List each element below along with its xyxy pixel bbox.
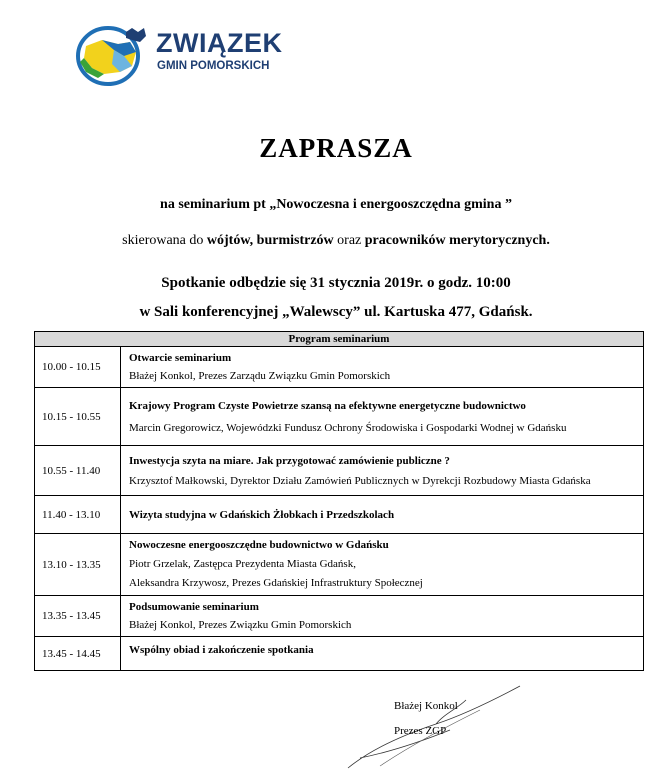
session-title: Inwestycja szyta na miare. Jak przygotować zamówienie publiczne ? [129, 454, 450, 467]
session-speaker: Błażej Konkol, Prezes Zarządu Związku Gmin Pomorskich [129, 370, 391, 382]
session-speaker: Błażej Konkol, Prezes Związku Gmin Pomorskich [129, 619, 352, 631]
program-table [34, 331, 644, 671]
session-description [121, 347, 644, 388]
table-row [35, 496, 644, 534]
audience-staff: pracowników merytorycznych. [364, 233, 550, 248]
table-row [35, 596, 644, 637]
table-row [35, 534, 644, 596]
audience-line [0, 233, 672, 249]
session-speaker: Aleksandra Krzywosz, Prezes Gdańskiej Infrastruktury Społecznej [129, 577, 423, 589]
session-title: Wizyta studyjna w Gdańskich Żłobkach i Przedszkolach [129, 508, 395, 521]
meeting-venue-line: w Sali konferencyjnej „Walewscy” ul. Kartuska 477, Gdańsk. [139, 304, 533, 320]
session-time: 10.00 - 10.15 [35, 347, 121, 388]
program-header: Program seminarium [35, 332, 644, 347]
table-row [35, 347, 644, 388]
session-description [121, 388, 644, 446]
session-description [121, 496, 644, 534]
audience-prefix: skierowana do [122, 233, 207, 248]
signatory-name: Błażej Konkol [394, 700, 458, 712]
session-title: Podsumowanie seminarium [129, 601, 259, 613]
program-header-row [35, 332, 644, 347]
table-row [35, 388, 644, 446]
session-speaker: Krzysztof Małkowski, Dyrektor Działu Zamówień Publicznych w Dyrekcji Rozbudowy Miasta Gdańska [129, 474, 591, 487]
session-time: 13.45 - 14.45 [35, 637, 121, 671]
session-time: 10.55 - 11.40 [35, 446, 121, 496]
session-description [121, 596, 644, 637]
pomerania-map-logo-icon [74, 22, 154, 86]
organization-logo [74, 22, 284, 86]
session-speaker: Marcin Gregorowicz, Wojewódzki Fundusz Ochrony Środowiska i Gospodarki Wodnej w Gdańsku [129, 421, 567, 434]
table-row [35, 637, 644, 671]
session-title: Otwarcie seminarium [129, 352, 232, 364]
seminar-title-line: na seminarium pt „Nowoczesna i energooszczędna gmina ” [160, 197, 512, 212]
session-description [121, 446, 644, 496]
meeting-date-line: Spotkanie odbędzie się 31 stycznia 2019r. o godz. 10:00 [161, 275, 511, 291]
table-row [35, 446, 644, 496]
invitation-heading: ZAPRASZA [259, 133, 413, 163]
session-time: 11.40 - 13.10 [35, 496, 121, 534]
session-time: 13.35 - 13.45 [35, 596, 121, 637]
session-time: 13.10 - 13.35 [35, 534, 121, 596]
session-speaker: Piotr Grzelak, Zastępca Prezydenta Miasta Gdańsk, [129, 558, 356, 570]
signatory-role: Prezes ZGP [394, 725, 447, 737]
session-time: 10.15 - 10.55 [35, 388, 121, 446]
session-description [121, 637, 644, 671]
session-title: Krajowy Program Czyste Powietrze szansą na efektywne energetyczne budownictwo [129, 399, 526, 412]
session-title: Wspólny obiad i zakończenie spotkania [129, 644, 314, 656]
audience-officials: wójtów, burmistrzów [206, 233, 334, 248]
logo-title: ZWIĄZEK [156, 28, 283, 58]
logo-subtitle: GMIN POMORSKICH [157, 60, 270, 72]
audience-middle: oraz [333, 233, 365, 248]
session-title: Nowoczesne energooszczędne budownictwo w Gdańsku [129, 539, 389, 551]
session-description [121, 534, 644, 596]
